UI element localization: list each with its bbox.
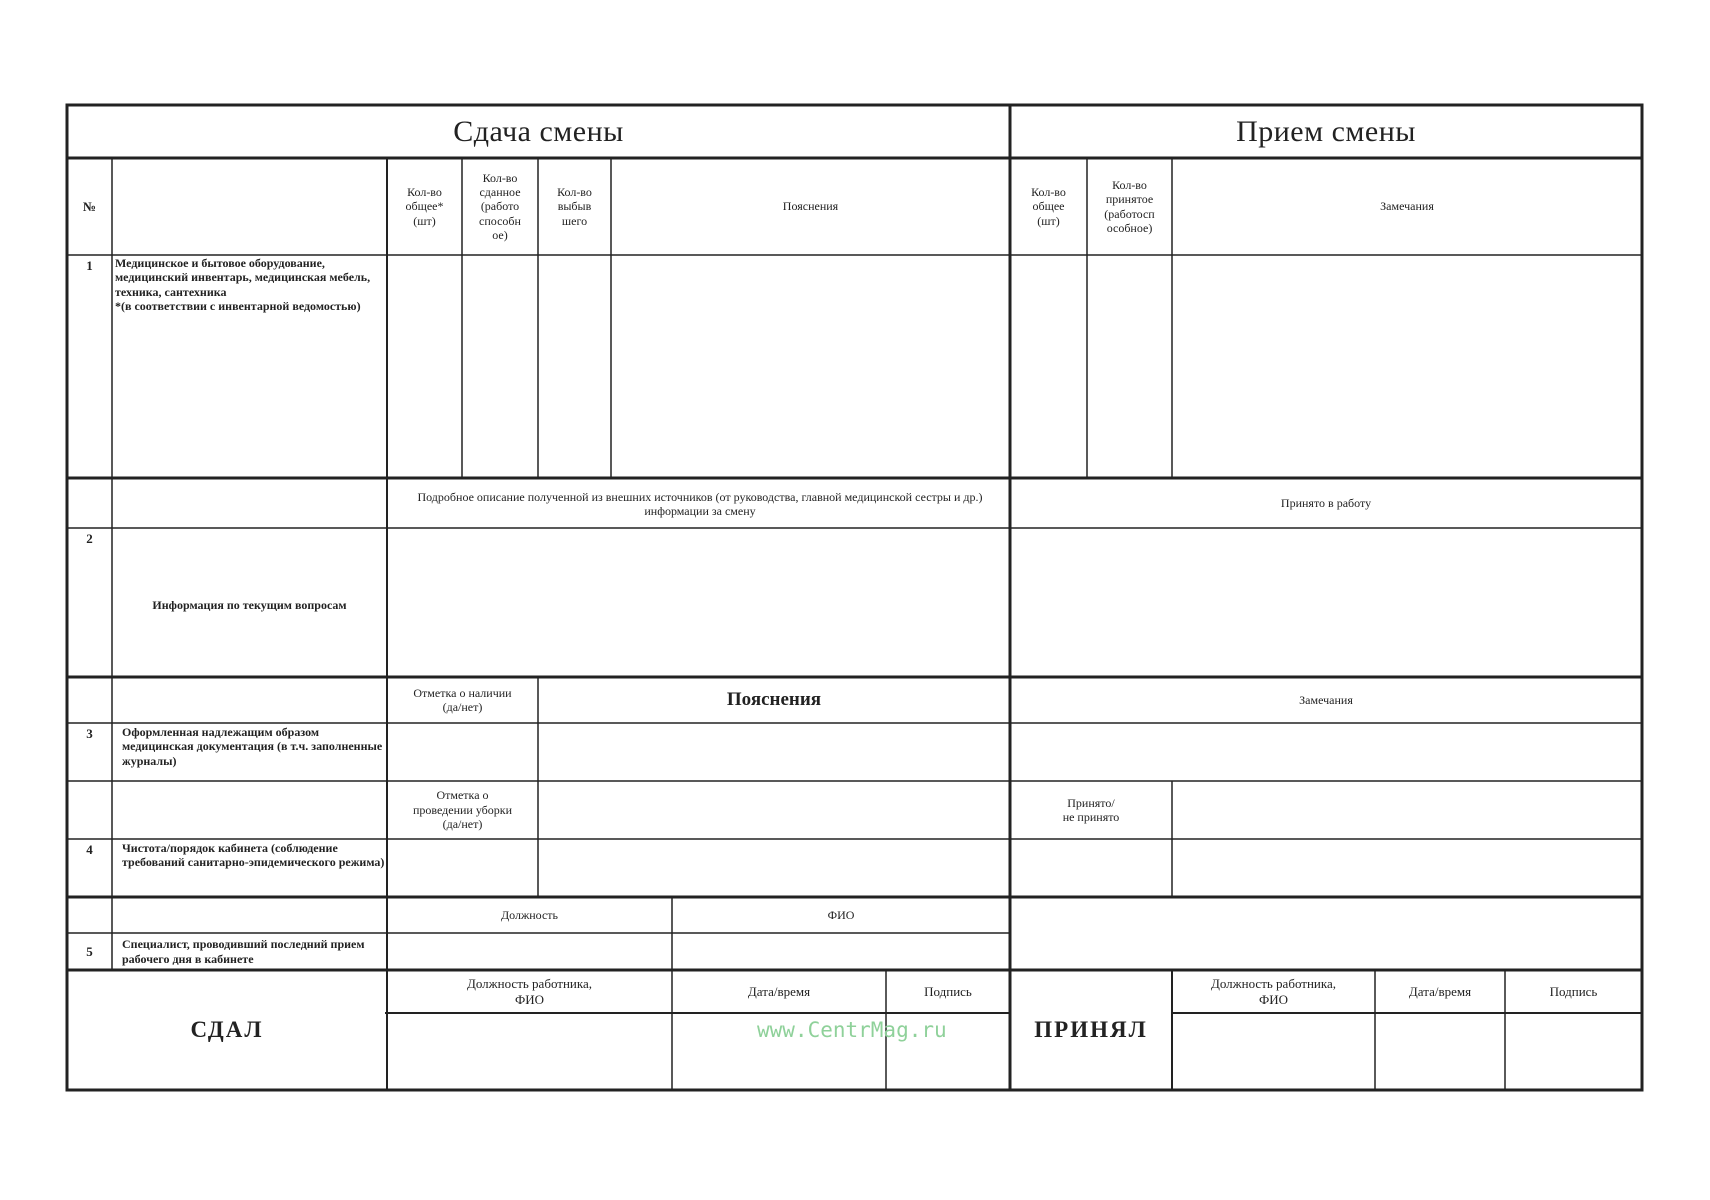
row-2-subheader-left: Подробное описание полученной из внешних источников (от руководства, главной медицинской сестры и др.) информации за смену — [417, 489, 983, 518]
left-section-title: Сдача смены — [453, 114, 624, 148]
qty-total-header: Кол-во общее* (шт) — [405, 184, 444, 228]
employee-position-name-header-right: Должность работника, ФИО — [1210, 975, 1337, 1007]
right-section-title: Прием смены — [1236, 114, 1416, 148]
qty-accepted-header: Кол-во принятое (работосп особное) — [1104, 177, 1155, 235]
row-2-text: Информация по текущим вопросам — [152, 597, 347, 612]
handed-over-label: СДАЛ — [190, 1017, 264, 1043]
row-4-text: Чистота/порядок кабинета (соблюдение требований санитарно-эпидемического режима) — [122, 841, 385, 870]
accepted-label: ПРИНЯЛ — [1034, 1017, 1148, 1043]
row-1-number: 1 — [86, 258, 93, 273]
row-3-remarks-header: Замечания — [1299, 692, 1353, 707]
explanations-header: Пояснения — [782, 199, 839, 214]
row-2-number: 2 — [86, 531, 93, 546]
row-1-text: Медицинское и бытовое оборудование, медицинский инвентарь, медицинская мебель, техника, сантехника *(в соответствии с инвентарной ведомостью) — [115, 256, 371, 314]
number-header: № — [82, 198, 97, 214]
row-5-position-header: Должность — [500, 907, 559, 922]
row-4-number: 4 — [86, 842, 93, 857]
datetime-header-left: Дата/время — [747, 983, 811, 999]
remarks-header: Замечания — [1380, 199, 1434, 214]
qty-retired-header: Кол-во выбыв шего — [557, 184, 592, 228]
qty-handed-header: Кол-во сданное (работо способн ое) — [479, 170, 521, 243]
row-2-subheader-right: Принято в работу — [1280, 495, 1372, 510]
row-4-mark-header: Отметка о проведении уборки (да/нет) — [412, 788, 513, 832]
row-5-number: 5 — [86, 943, 93, 959]
watermark: www.CentrMag.ru — [757, 1018, 947, 1042]
signature-header-right: Подпись — [1549, 983, 1598, 999]
row-3-explanations-header: Пояснения — [726, 688, 822, 710]
signature-header-left: Подпись — [924, 983, 972, 999]
row-3-number: 3 — [86, 726, 93, 741]
row-4-accepted-header: Принято/ не принято — [1062, 795, 1120, 824]
row-3-text: Оформленная надлежащим образом медицинская документация (в т.ч. заполненные журналы) — [122, 725, 383, 768]
row-5-text: Специалист, проводивший последний прием рабочего дня в кабинете — [122, 937, 365, 966]
row-5-name-header: ФИО — [827, 907, 855, 922]
qty-total-accepted-header: Кол-во общее (шт) — [1031, 184, 1066, 228]
row-3-mark-header: Отметка о наличии (да/нет) — [413, 685, 512, 714]
datetime-header-right: Дата/время — [1408, 983, 1472, 999]
employee-position-name-header-left: Должность работника, ФИО — [466, 975, 593, 1007]
